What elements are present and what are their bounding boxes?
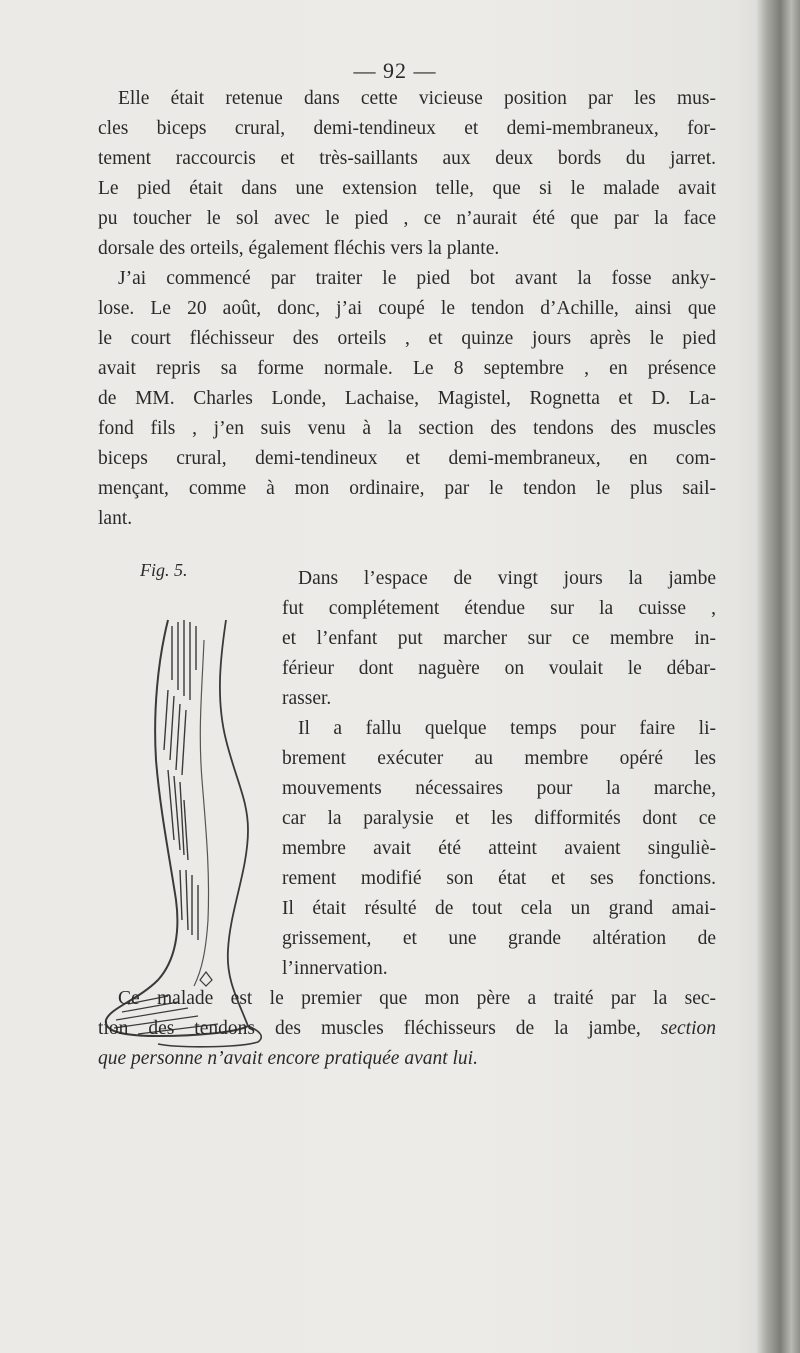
- text-line: avait repris sa forme normale. Le 8 septembre , en présence: [98, 358, 716, 379]
- text-line: Il a fallu quelque temps pour faire li-: [298, 718, 716, 739]
- italic-text-line: que personne n’avait encore pratiquée avant lui.: [98, 1048, 478, 1069]
- figure-label: Fig. 5.: [140, 560, 188, 580]
- italic-text: section: [660, 1018, 717, 1039]
- text-line: lose. Le 20 août, donc, j’ai coupé le tendon d’Achille, ainsi que: [98, 298, 716, 319]
- text-line: tement raccourcis et très-saillants aux deux bords du jarret.: [98, 148, 716, 169]
- text-line: dorsale des orteils, également fléchis vers la plante.: [98, 238, 500, 259]
- text-line: car la paralysie et les difformités dont ce: [282, 808, 716, 829]
- text-line: pu toucher le sol avec le pied , ce n’aurait été que par la face: [98, 208, 716, 229]
- text-line: mençant, comme à mon ordinaire, par le tendon le plus sail-: [98, 478, 716, 499]
- text-line: et l’enfant put marcher sur ce membre in-: [282, 628, 716, 649]
- text-line: mouvements nécessaires pour la marche,: [282, 778, 716, 799]
- text-line: [98, 1016, 716, 1042]
- text-line: de MM. Charles Londe, Lachaise, Magistel, Rognetta et D. La-: [98, 388, 716, 409]
- text-line: Dans l’espace de vingt jours la jambe: [298, 568, 716, 589]
- text-line: fut complétement étendue sur la cuisse ,: [282, 598, 716, 619]
- text-line: biceps crural, demi-tendineux et demi-membraneux, en com-: [98, 448, 716, 469]
- text-line: cles biceps crural, demi-tendineux et demi-membraneux, for-: [98, 118, 716, 139]
- text-line: Ce malade est le premier que mon père a traité par la sec-: [118, 988, 716, 1009]
- page-number: — 92 —: [353, 58, 437, 83]
- text-line: Le pied était dans une extension telle, que si le malade avait: [98, 178, 716, 199]
- text-line: l’innervation.: [282, 958, 388, 979]
- text-line: brement exécuter au membre opéré les: [282, 748, 716, 769]
- text-line: Elle était retenue dans cette vicieuse position par les mus-: [118, 88, 716, 109]
- text-line: férieur dont naguère on voulait le débar-: [282, 658, 716, 679]
- text-line: rement modifié son état et ses fonctions.: [282, 868, 716, 889]
- text-line: membre avait été atteint avaient singuliè-: [282, 838, 716, 859]
- text-line: le court fléchisseur des orteils , et quinze jours après le pied: [98, 328, 716, 349]
- text-line: lant.: [98, 508, 133, 529]
- text-line: rasser.: [282, 688, 332, 709]
- text-line: grissement, et une grande altération de: [282, 928, 716, 949]
- text-line-part: tion des tendons des muscles fléchisseurs de la jambe,: [98, 1018, 641, 1039]
- text-line: fond fils , j’en suis venu à la section des tendons des muscles: [98, 418, 716, 439]
- page-edge-shadow: [756, 0, 800, 1353]
- text-line: Il était résulté de tout cela un grand amai-: [282, 898, 716, 919]
- text-line: J’ai commencé par traiter le pied bot avant la fosse anky-: [118, 268, 716, 289]
